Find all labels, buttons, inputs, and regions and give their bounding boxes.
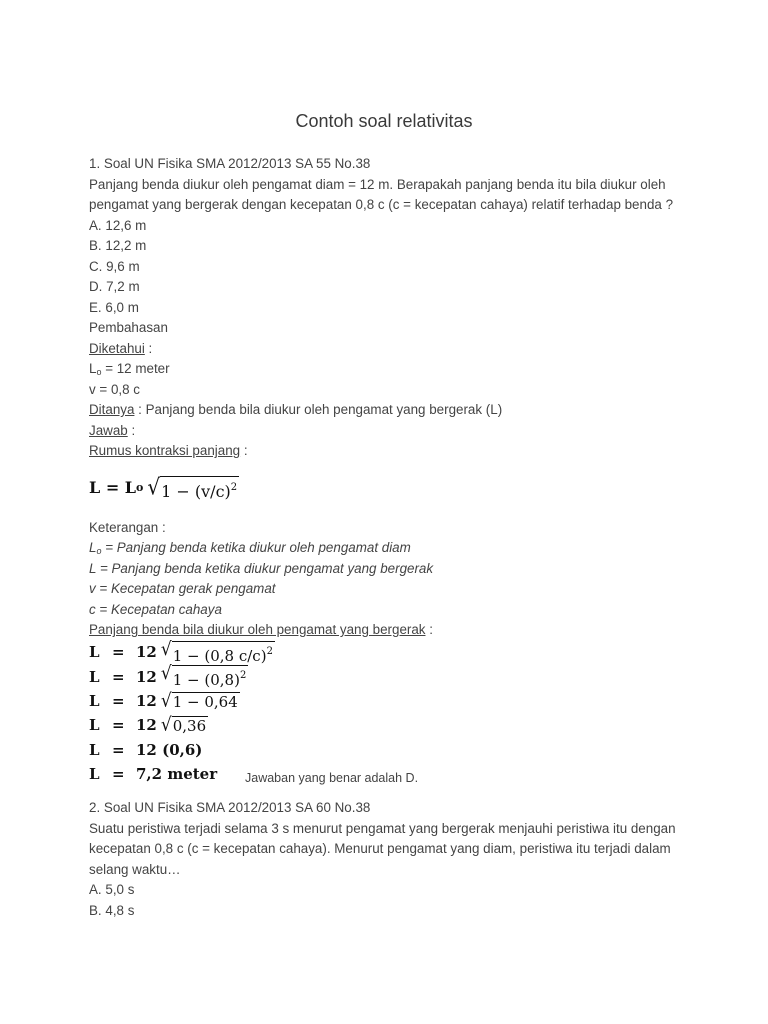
keterangan-line-1: $L_o$ = Panjang benda ketika diukur oleh pengamat diam [89,540,411,556]
calc-step-4: L = 12 √ 0,36 [89,713,207,736]
panjang-label: Panjang benda bila diukur oleh pengamat yang bergerak [89,622,426,637]
q1-v-value: v = 0,8 c [89,381,140,397]
q2-option-a: A. 5,0 s [89,882,135,898]
calc-step-6: L = 7,2 meter [89,764,218,783]
q1-pembahasan: Pembahasan [89,320,168,335]
q1-option-c: C. 9,6 m [89,258,140,274]
q1-panjang: Panjang benda bila diukur oleh pengamat yang bergerak : [89,622,433,637]
q1-text-line1: Panjang benda diukur oleh pengamat diam = 12 m. Berapakah panjang benda itu bila diukur oleh [89,176,666,192]
diketahui-label: Diketahui [89,340,145,356]
q1-jawab: Jawab : [89,422,136,438]
keterangan-line-2: L = Panjang benda ketika diukur pengamat yang bergerak [89,560,434,576]
q1-option-b: B. 12,2 m [89,238,147,253]
ditanya-label: Ditanya [89,402,135,417]
q1-text-line2: pengamat yang bergerak dengan kecepatan 0,8 c (c = kecepatan cahaya) relatif terhadap benda ? [89,197,674,212]
formula-sqrt: √ $1 - (v/c)^2$ [147,473,238,501]
keterangan-line-4: c = Kecepatan cahaya [89,601,222,617]
keterangan-heading: Keterangan : [89,519,166,535]
page-title: Contoh soal relativitas [295,111,473,131]
q2-heading: 2. Soal UN Fisika SMA 2012/2013 SA 60 No.38 [89,800,371,816]
q1-option-d: D. 7,2 m [89,279,140,294]
q2-text-line1: Suatu peristiwa terjadi selama 3 s menurut pengamat yang bergerak menjauhi peristiwa itu dengan [89,820,676,836]
q2-option-b: B. 4,8 s [89,902,135,918]
length-contraction-formula: L = L o √ $1 - (v/c)^2$ [89,473,238,501]
calc-step-5: L = 12 (0,6) [89,740,203,759]
document-body [89,154,689,921]
q1-diketahui: Diketahui : [89,340,153,356]
q2-text-line3: selang waktu… [89,861,181,877]
keterangan-line-3: v = Kecepatan gerak pengamat [89,581,276,596]
calc-step-2: L = 12 √ $1 - (0,8)^2$ [89,662,247,689]
q2-text-line2: kecepatan 0,8 c (c = kecepatan cahaya). Menurut pengamat yang diam, peristiwa itu terjadi dalam [89,841,671,857]
calc-step-3: L = 12 √ 1 − 0,64 [89,689,238,712]
jawab-label: Jawab [89,422,128,438]
calc-step-1: L = 12 √ 1 − (0,8 c/c)$^2$ [89,638,273,665]
q1-lo-value: $L_o = 12$ meter [89,361,170,377]
q1-ditanya: Ditanya : Panjang benda bila diukur oleh pengamat yang bergerak (L) [89,402,503,417]
q1-answer: Jawaban yang benar adalah D. [245,771,419,785]
q1-rumus: Rumus kontraksi panjang : [89,443,248,458]
q1-option-e: E. 6,0 m [89,299,139,315]
q1-option-a: A. 12,6 m [89,217,147,233]
q1-heading: 1. Soal UN Fisika SMA 2012/2013 SA 55 No.38 [89,156,371,171]
rumus-label: Rumus kontraksi panjang [89,443,241,458]
